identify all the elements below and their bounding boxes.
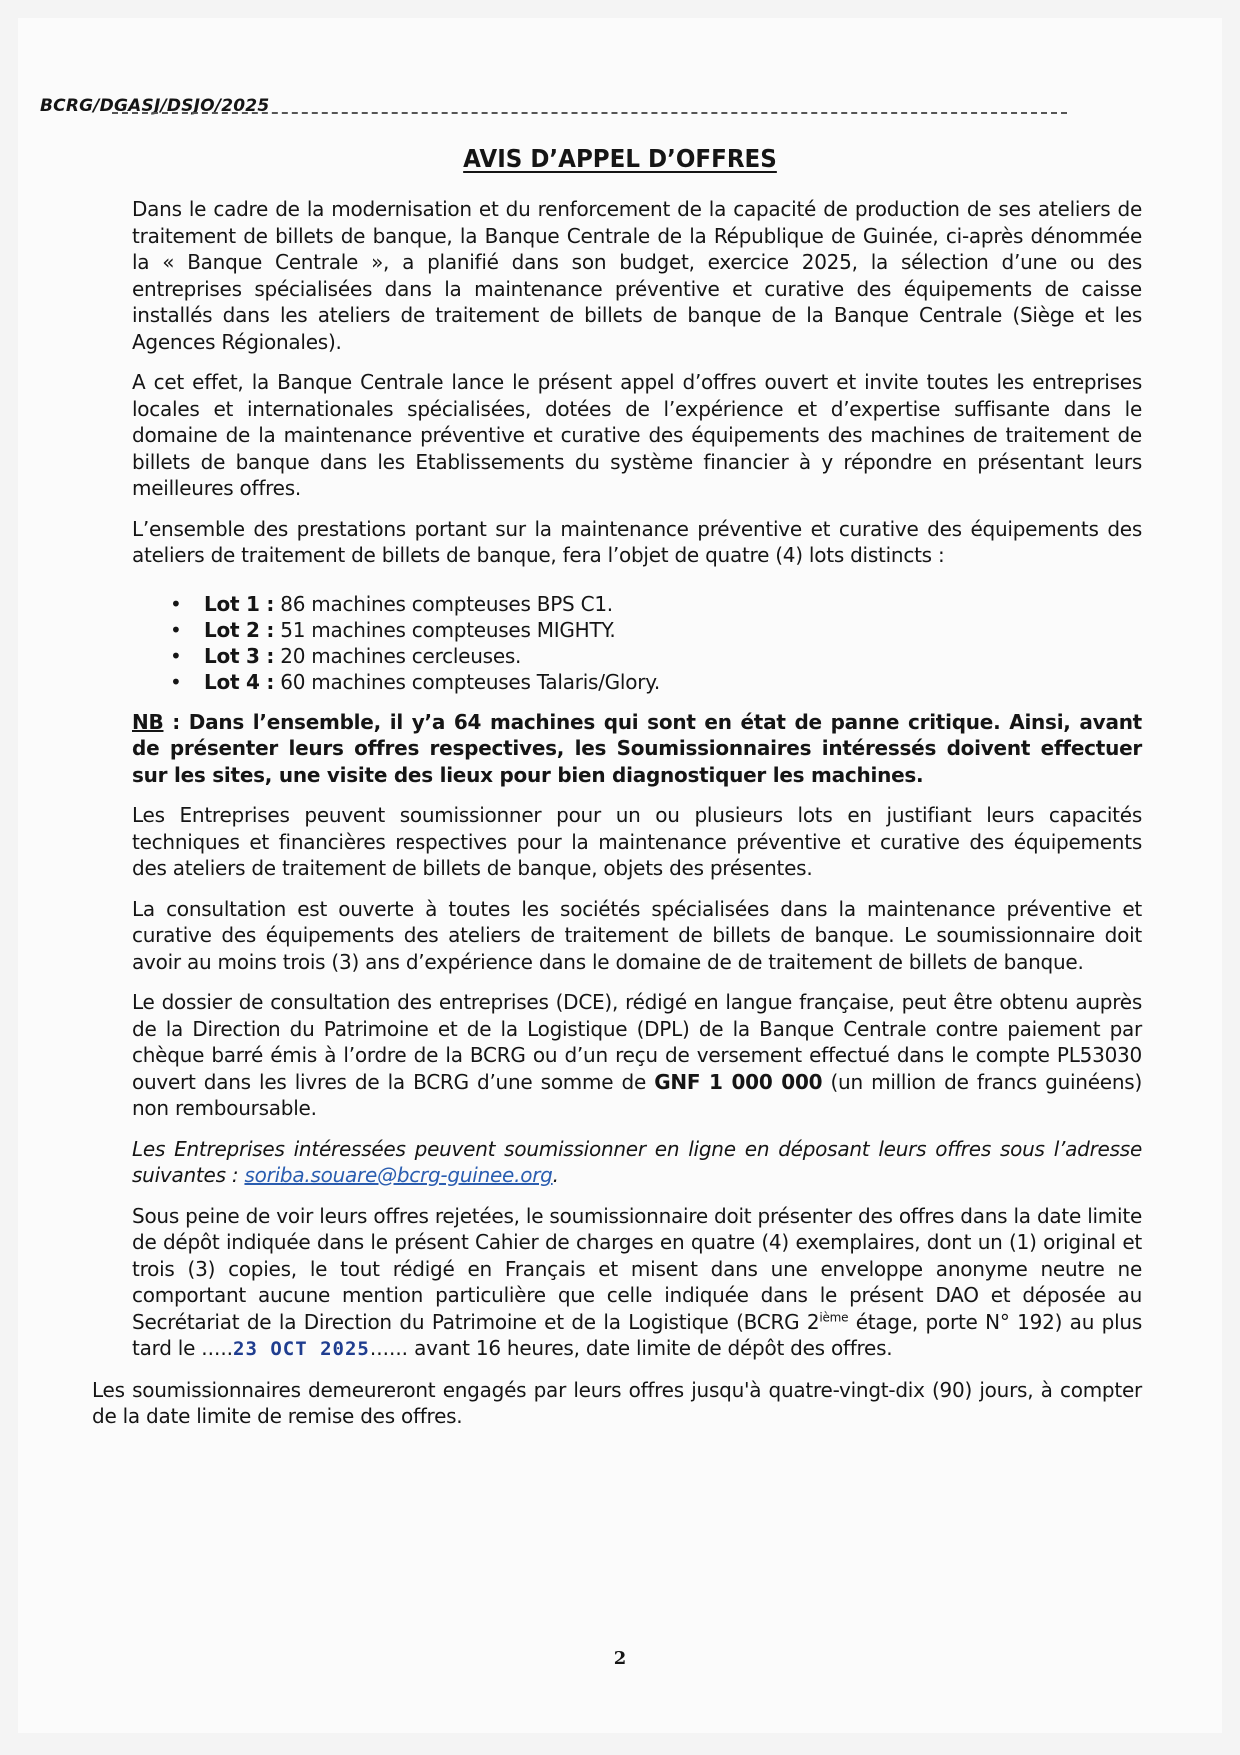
lot-label: Lot 3 : xyxy=(204,643,275,668)
dce-text-end: (un million de francs guinéens) non remboursable. xyxy=(132,1069,1142,1120)
bullet-icon: • xyxy=(170,617,182,642)
paragraph-invitation: A cet effet, la Banque Centrale lance le présent appel d’offres ouvert et invite toutes les entreprises locales et internationales spécialisées, dotées de l’expérience et d’expertise suffisante dans le domaine de la maintenance préventive et curative des équipements des machines de traitement de billets de banque dans les Etablissements du système financier à y répondre en présentant leurs meilleures offres. xyxy=(132,370,1142,500)
list-item-lot-2 xyxy=(170,617,1142,643)
superscript-ieme: ième xyxy=(819,1309,849,1324)
list-item-lot-1 xyxy=(170,591,1142,617)
paragraph-context: Dans le cadre de la modernisation et du renforcement de la capacité de production de ses ateliers de traitement de billets de banque, la Banque Centrale de la République de Guinée, ci-après dénommée la « Banque Centrale », a planifié dans son budget, exercice 2025, la sélection d’une ou des entreprises spécialisées dans la maintenance préventive et curative des équipements de caisse installés dans les ateliers de traitement de billets de banque de la Banque Centrale (Siège et les Agences Régionales). xyxy=(132,197,1142,354)
dotted-leader: ..... xyxy=(201,1336,234,1360)
document-body xyxy=(92,196,1143,1444)
lot-label: Lot 2 : xyxy=(204,617,275,642)
dce-text: Le dossier de consultation des entreprises (DCE), rédigé en langue française, peut être obtenu auprès de la Direction du Patrimoine et de la Logistique (DPL) de la Banque Centrale contre paiement par chèque barré émis à l’ordre de la BCRG ou d’un reçu de versement effectué dans le compte PL53030 ouvert dans les livres de la BCRG d’une somme de xyxy=(132,990,1142,1094)
dotted-leader: ...... xyxy=(369,1336,409,1360)
email-link[interactable]: soriba.souare@bcrg-guinee.org xyxy=(244,1163,553,1187)
nb-notice xyxy=(132,709,1142,789)
deadline-text: Sous peine de voir leurs offres rejetées, le soumissionnaire doit présenter des offres dans la date limite de dépôt indiquée dans le présent Cahier de charges en quatre (4) exemplaires, dont un (1) original et trois (3) copies, le tout rédigé en Français et misent dans une enveloppe anonyme neutre ne comportant aucune mention particulière que celle indiquée dans le présent DAO et déposée au Secrétariat de la Direction du Patrimoine et de la Logistique (BCRG 2 xyxy=(132,1203,1142,1334)
online-text: Les Entreprises intéressées peuvent soumissionner en ligne en déposant leurs offres sous l’adresse suivantes : xyxy=(132,1136,1142,1187)
nb-text: : Dans l’ensemble, il y’a 64 machines qui sont en état de panne critique. Ainsi, avant de présenter leurs offres respectives, les Soumissionnaires intéressés doivent effectuer sur les sites, une visite des lieux pour bien diagnostiquer les machines. xyxy=(132,709,1142,787)
deadline-text-end: avant 16 heures, date limite de dépôt des offres. xyxy=(408,1336,893,1360)
paragraph-deadline xyxy=(132,1203,1142,1363)
date-stamp: 23 OCT 2025 xyxy=(233,1338,370,1360)
paragraph-online-submission xyxy=(132,1136,1142,1189)
page-title: AVIS D’APPEL D’OFFRES xyxy=(463,144,777,173)
document-reference: BCRG/DGASJ/DSJO/2025 xyxy=(40,96,270,116)
paragraph-eligibility: La consultation est ouverte à toutes les sociétés spécialisées dans la maintenance préventive et curative des équipements des ateliers de traitement de billets de banque. Le soumissionnaire doit avoir au moins trois (3) ans d’expérience dans le domaine de de traitement de billets de banque. xyxy=(132,896,1142,974)
list-item-lot-4 xyxy=(170,669,1142,695)
paragraph-lots-intro: L’ensemble des prestations portant sur la maintenance préventive et curative des équipements des ateliers de traitement de billets de banque, fera l’objet de quatre (4) lots distincts : xyxy=(132,516,1142,567)
bullet-icon: • xyxy=(170,643,182,668)
lot-label: Lot 4 : xyxy=(204,669,275,694)
lot-text: 20 machines cercleuses. xyxy=(274,643,522,668)
dce-amount: GNF 1 000 000 xyxy=(654,1069,823,1094)
page-number: 2 xyxy=(613,1648,627,1669)
lot-text: 60 machines compteuses Talaris/Glory. xyxy=(274,669,661,694)
paragraph-multiple-lots: Les Entreprises peuvent soumissionner pour un ou plusieurs lots en justifiant leurs capacités techniques et financières respectives pour la maintenance préventive et curative des équipements des ateliers de traitement de billets de banque, objets des présentes. xyxy=(132,803,1142,880)
lots-list xyxy=(132,591,1142,695)
list-item-lot-3 xyxy=(170,643,1142,669)
bullet-icon: • xyxy=(170,591,182,616)
lot-text: 51 machines compteuses MIGHTY. xyxy=(274,617,616,642)
bullet-icon: • xyxy=(170,669,182,694)
deadline-text-mid: étage, porte N° 192) au plus tard le xyxy=(132,1309,1143,1360)
nb-label: NB xyxy=(132,709,164,734)
paragraph-validity: Les soumissionnaires demeureront engagés par leurs offres jusqu'à quatre-vingt-dix (90) jours, à compter de la date limite de remise des offres. xyxy=(92,1377,1142,1428)
lot-text: 86 machines compteuses BPS C1. xyxy=(274,591,613,616)
paragraph-dce xyxy=(132,989,1142,1122)
online-text-end: . xyxy=(552,1163,559,1187)
separator-line xyxy=(112,112,1067,114)
lot-label: Lot 1 : xyxy=(204,591,275,616)
